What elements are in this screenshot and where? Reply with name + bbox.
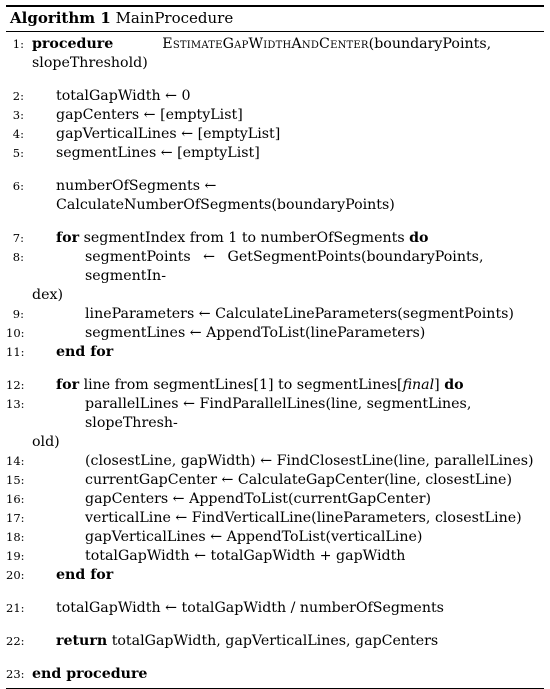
line-17 — [6, 509, 544, 528]
statement: segmentPoints ← GetSegmentPoints(boundaryPoints, segmentIn- — [85, 249, 484, 284]
statement: gapCenters ← [emptyList] — [56, 107, 243, 123]
algorithm-title: MainProcedure — [115, 9, 234, 27]
keyword-procedure: procedure — [32, 36, 114, 52]
line-number: 21: — [6, 601, 25, 615]
line-8-cont — [6, 286, 544, 305]
procedure-args: (boundaryPoints, — [368, 36, 492, 52]
line-number: 7: — [12, 231, 24, 245]
statement-italic: final — [402, 377, 435, 393]
line-number: 3: — [12, 108, 24, 122]
line-number: 14: — [6, 454, 25, 468]
line-number: 23: — [6, 667, 25, 681]
line-9 — [6, 305, 544, 324]
line-13 — [6, 395, 544, 433]
line-10 — [6, 324, 544, 343]
keyword-end-for: end for — [56, 344, 114, 360]
keyword-end-for: end for — [56, 567, 114, 583]
line-16 — [6, 490, 544, 509]
line-number: 11: — [6, 345, 25, 359]
line-7 — [6, 229, 544, 248]
statement-cont: dex) — [32, 287, 64, 303]
line-6 — [6, 177, 544, 215]
statement: parallelLines ← FindParallelLines(line, segmentLines, slopeThresh- — [85, 396, 472, 431]
line-number: 18: — [6, 530, 25, 544]
keyword-for: for — [56, 377, 80, 393]
line-14 — [6, 452, 544, 471]
line-number: 16: — [6, 492, 25, 506]
statement: totalGapWidth ← totalGapWidth / numberOfSegments — [56, 600, 444, 616]
line-number: 15: — [6, 473, 25, 487]
line-4 — [6, 125, 544, 144]
line-20 — [6, 566, 544, 585]
statement-close: ] — [434, 377, 440, 393]
line-19 — [6, 547, 544, 566]
line-22 — [6, 632, 544, 651]
line-number: 6: — [12, 179, 24, 193]
line-1-cont — [6, 54, 544, 73]
line-2 — [6, 87, 544, 106]
line-3 — [6, 106, 544, 125]
line-12 — [6, 376, 544, 395]
line-number: 17: — [6, 511, 25, 525]
line-21 — [6, 599, 544, 618]
statement: gapVerticalLines ← AppendToList(verticalLine) — [85, 529, 423, 545]
statement: verticalLine ← FindVerticalLine(lineParameters, closestLine) — [85, 510, 522, 526]
line-number: 8: — [12, 250, 24, 264]
statement: numberOfSegments ← CalculateNumberOfSegments(boundaryPoints) — [56, 178, 395, 213]
line-number: 13: — [6, 397, 25, 411]
line-number: 22: — [6, 634, 25, 648]
line-number: 1: — [12, 37, 24, 51]
statement: currentGapCenter ← CalculateGapCenter(line, closestLine) — [85, 472, 512, 488]
line-18 — [6, 528, 544, 547]
line-number: 2: — [12, 89, 24, 103]
keyword-return: return — [56, 633, 108, 649]
procedure-args-cont: slopeThreshold) — [32, 55, 148, 71]
keyword-do: do — [409, 230, 429, 246]
procedure-name: EstimateGapWidthAndCenter — [162, 36, 369, 52]
algorithm-box — [6, 5, 544, 689]
line-number: 20: — [6, 568, 25, 582]
statement: segmentLines ← AppendToList(lineParameters) — [85, 325, 426, 341]
line-number: 10: — [6, 326, 25, 340]
statement: gapCenters ← AppendToList(currentGapCenter) — [85, 491, 432, 507]
line-number: 19: — [6, 549, 25, 563]
line-number: 5: — [12, 146, 24, 160]
statement-cont: old) — [32, 434, 60, 450]
line-number: 4: — [12, 127, 24, 141]
algorithm-label: Algorithm 1 — [10, 9, 111, 27]
statement: totalGapWidth ← totalGapWidth + gapWidth — [85, 548, 406, 564]
line-8 — [6, 248, 544, 286]
line-1 — [6, 35, 544, 54]
line-5 — [6, 144, 544, 163]
line-23 — [6, 665, 544, 688]
statement: totalGapWidth, gapVerticalLines, gapCenters — [111, 633, 439, 649]
statement: segmentIndex from 1 to numberOfSegments — [83, 230, 405, 246]
line-15 — [6, 471, 544, 490]
algorithm-body — [6, 32, 544, 688]
statement: segmentLines ← [emptyList] — [56, 145, 260, 161]
keyword-do: do — [444, 377, 464, 393]
statement: lineParameters ← CalculateLineParameters(segmentPoints) — [85, 306, 514, 322]
keyword-for: for — [56, 230, 80, 246]
line-13-cont — [6, 433, 544, 452]
statement: totalGapWidth ← 0 — [56, 88, 191, 104]
line-number: 9: — [12, 307, 24, 321]
line-number: 12: — [6, 378, 25, 392]
statement: line from segmentLines[1] to segmentLines[ — [83, 377, 403, 393]
statement: (closestLine, gapWidth) ← FindClosestLine(line, parallelLines) — [85, 453, 534, 469]
statement: gapVerticalLines ← [emptyList] — [56, 126, 281, 142]
line-11 — [6, 343, 544, 362]
keyword-end-procedure: end procedure — [32, 666, 148, 682]
algorithm-header — [6, 7, 544, 32]
